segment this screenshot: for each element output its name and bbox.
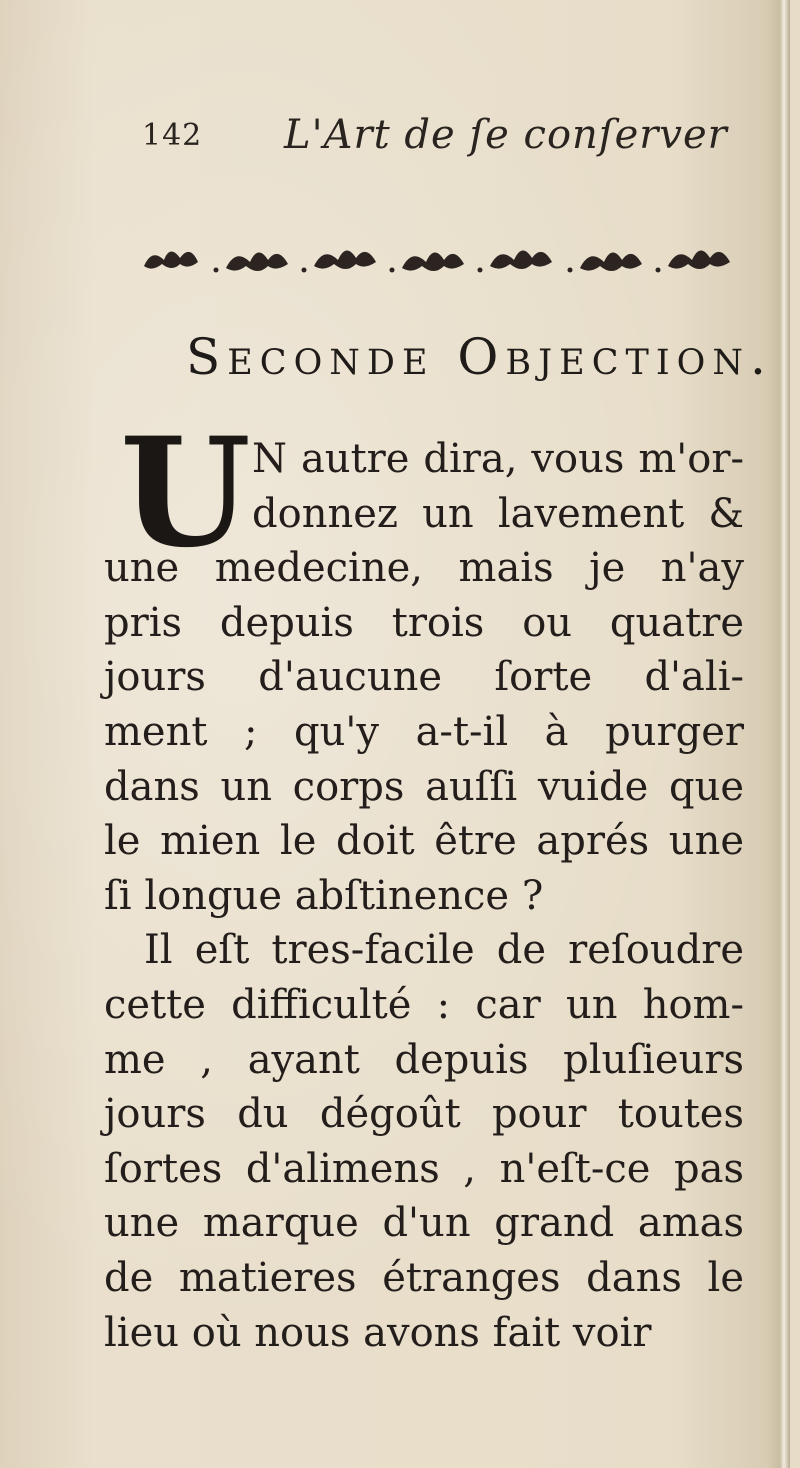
drop-cap: U	[120, 405, 251, 581]
text-line: le mien le doit être aprés une	[104, 818, 744, 865]
section-heading: Seconde Objection.	[186, 328, 773, 386]
text-line: ſi longue abſtinence ?	[104, 872, 544, 919]
text-line: de matieres étranges dans le	[104, 1254, 744, 1301]
running-header	[136, 112, 736, 172]
text-line: jours d'aucune ſorte d'ali-	[104, 654, 744, 701]
page-edge	[780, 0, 790, 1468]
text-line: dans un corps auſſi vuide que	[104, 763, 744, 810]
printers-ornament-band	[134, 236, 752, 282]
text-line: une marque d'un grand amas	[104, 1200, 744, 1247]
text-line: lieu où nous avons fait voir	[104, 1309, 652, 1356]
text-line: Il eſt tres-facile de reſoudre	[144, 927, 744, 974]
text-line: pris depuis trois ou quatre	[104, 599, 744, 646]
text-line: me , ayant depuis pluſieurs	[104, 1036, 744, 1083]
text-line: une medecine, mais je n'ay	[104, 545, 744, 592]
text-line: N autre dira, vous m'or-	[252, 436, 744, 482]
text-line: donnez un lavement &	[252, 490, 744, 537]
text-line: jours du dégoût pour toutes	[104, 1091, 744, 1138]
running-title: L'Art de ſe conſerver	[284, 112, 728, 158]
text-line: ſortes d'alimens , n'eſt-ce pas	[104, 1145, 744, 1192]
body-text	[104, 432, 744, 1360]
text-line: ment ; qu'y a-t-il à purger	[104, 708, 744, 755]
text-line: cette difficulté : car un hom-	[104, 981, 744, 1028]
page-number: 142	[142, 118, 203, 153]
